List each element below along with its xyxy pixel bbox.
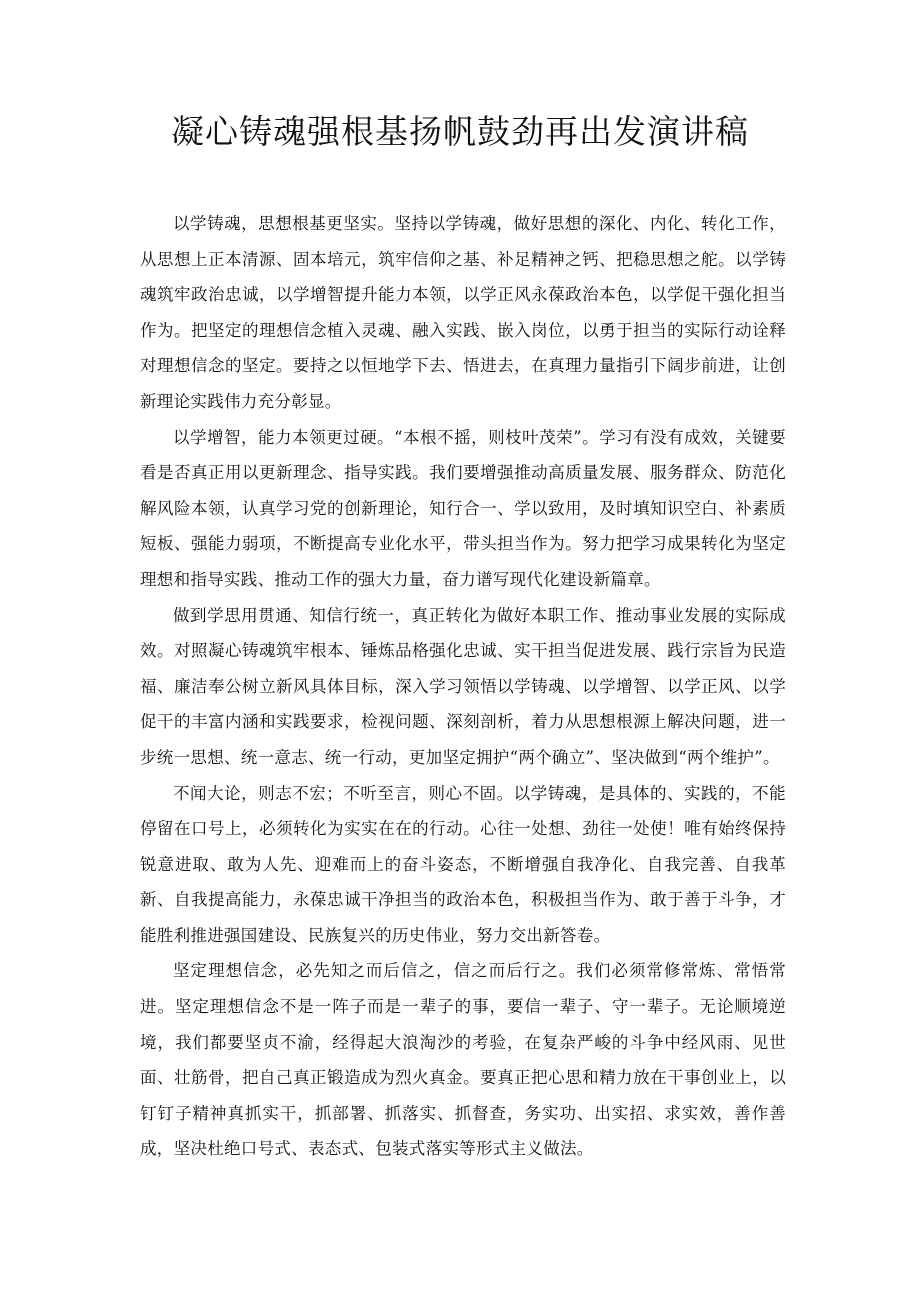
- document-title: 凝心铸魂强根基扬帆鼓劲再出发演讲稿: [171, 112, 749, 151]
- paragraph: 坚定理想信念，必先知之而后信之，信之而后行之。我们必须常修常炼、常悟常进。坚定理想信念不是一阵子而是一辈子的事，要信一辈子、守一辈子。无论顺境逆境，我们都要坚贞不渝，经得起大浪淘沙的考验，在复杂严峻的斗争中经风雨、见世面、壮筋骨，把自己真正锻造成为烈火真金。要真正把心思和精力放在干事创业上，以钉钉子精神真抓实干，抓部署、抓落实、抓督查，务实功、出实招、求实效，善作善成，坚决杜绝口号式、表态式、包装式落实等形式主义做法。: [140, 961, 786, 1159]
- document-body: [140, 206, 786, 1167]
- paragraph: 不闻大论，则志不宏；不听至言，则心不固。以学铸魂，是具体的、实践的，不能停留在口号上，必须转化为实实在在的行动。心往一处想、劲往一处使！唯有始终保持锐意进取、敢为人先、迎难而上的奋斗姿态，不断增强自我净化、自我完善、自我革新、自我提高能力，永葆忠诚干净担当的政治本色，积极担当作为、敢于善于斗争，才能胜利推进强国建设、民族复兴的历史伟业，努力交出新答卷。: [140, 783, 786, 945]
- paragraph: 做到学思用贯通、知信行统一，真正转化为做好本职工作、推动事业发展的实际成效。对照凝心铸魂筑牢根本、锤炼品格强化忠诚、实干担当促进发展、践行宗旨为民造福、廉洁奉公树立新风具体目标，深入学习领悟以学铸魂、以学增智、以学正风、以学促干的丰富内涵和实践要求，检视问题、深刻剖析，着力从思想根源上解决问题，进一步统一思想、统一意志、统一行动，更加坚定拥护“两个确立”、坚决做到“两个维护”。: [140, 605, 786, 767]
- paragraph: 以学铸魂，思想根基更坚实。坚持以学铸魂，做好思想的深化、内化、转化工作，从思想上正本清源、固本培元，筑牢信仰之基、补足精神之钙、把稳思想之舵。以学铸魂筑牢政治忠诚，以学增智提升能力本领，以学正风永葆政治本色，以学促干强化担当作为。把坚定的理想信念植入灵魂、融入实践、嵌入岗位，以勇于担当的实际行动诠释对理想信念的坚定。要持之以恒地学下去、悟进去，在真理力量指引下阔步前进，让创新理论实践伟力充分彰显。: [140, 214, 786, 411]
- paragraph: 以学增智，能力本领更过硬。“本根不摇，则枝叶茂荣”。学习有没有成效，关键要看是否真正用以更新理念、指导实践。我们要增强推动高质量发展、服务群众、防范化解风险本领，认真学习党的创新理论，知行合一、学以致用，及时填知识空白、补素质短板、强能力弱项，不断提高专业化水平，带头担当作为。努力把学习成果转化为坚定理想和指导实践、推动工作的强大力量，奋力谱写现代化建设新篇章。: [140, 427, 786, 589]
